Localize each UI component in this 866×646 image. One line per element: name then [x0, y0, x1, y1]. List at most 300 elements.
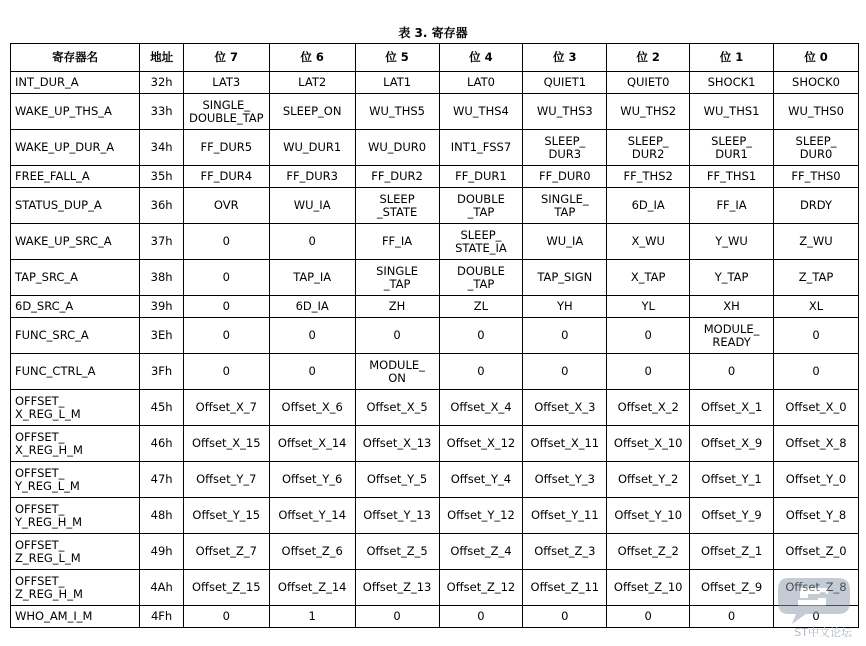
bit-5-cell — [355, 354, 439, 390]
bit-2-cell — [607, 354, 690, 390]
table-row — [11, 94, 859, 130]
register-address: 48h — [140, 498, 183, 534]
bit-7-value: 0 — [222, 364, 230, 378]
bit-1-value: Offset_Y_1 — [701, 472, 762, 486]
bit-7-cell — [183, 426, 269, 462]
bit-1-cell — [690, 390, 774, 426]
header-register-name: 寄存器名 — [11, 44, 140, 72]
bit-6-value: Offset_X_14 — [277, 436, 347, 450]
register-address: 39h — [140, 296, 183, 318]
bit-5-cell — [355, 94, 439, 130]
register-name: OFFSET_ Y_REG_H_M — [15, 501, 83, 529]
bit-6-cell — [269, 318, 355, 354]
table-row — [11, 296, 859, 318]
bit-0-cell — [774, 498, 859, 534]
register-name: FUNC_CTRL_A — [15, 364, 96, 378]
bit-4-cell — [439, 354, 523, 390]
bit-3-value: SINGLE_ TAP — [540, 191, 589, 219]
bit-0-cell — [774, 296, 859, 318]
table-row — [11, 390, 859, 426]
bit-4-value: Offset_Y_4 — [450, 472, 512, 486]
bit-7-cell — [183, 606, 269, 628]
bit-1-value: MODULE_ READY — [703, 321, 760, 349]
bit-4-cell — [439, 72, 523, 94]
register-name-cell — [11, 296, 140, 318]
register-name: FREE_FALL_A — [15, 169, 90, 183]
bit-6-cell — [269, 606, 355, 628]
bit-1-cell — [690, 354, 774, 390]
bit-4-value: INT1_FSS7 — [450, 140, 512, 154]
register-name: OFFSET_ X_REG_L_M — [15, 393, 81, 421]
bit-6-value: 0 — [308, 364, 316, 378]
bit-1-value: Y_TAP — [714, 270, 749, 284]
bit-4-cell — [439, 534, 523, 570]
register-name-cell — [11, 390, 140, 426]
bit-0-cell — [774, 390, 859, 426]
bit-3-value: 0 — [561, 364, 569, 378]
header-row — [11, 44, 859, 72]
bit-1-cell — [690, 570, 774, 606]
bit-2-cell — [607, 318, 690, 354]
register-name-cell — [11, 498, 140, 534]
bit-4-value: Offset_Z_4 — [450, 544, 512, 558]
bit-0-value: Offset_Z_0 — [785, 544, 847, 558]
bit-4-cell — [439, 188, 523, 224]
bit-3-value: Offset_X_11 — [530, 436, 600, 450]
bit-1-value: Offset_X_9 — [700, 436, 763, 450]
bit-1-value: XH — [723, 299, 740, 313]
bit-0-cell — [774, 94, 859, 130]
bit-5-cell — [355, 462, 439, 498]
bit-5-value: Offset_Z_5 — [366, 544, 428, 558]
register-name-cell — [11, 72, 140, 94]
register-name: WAKE_UP_DUR_A — [15, 140, 115, 154]
st-forum-logo-icon — [778, 568, 858, 628]
bit-7-value: FF_DUR5 — [200, 140, 253, 154]
bit-3-cell — [523, 390, 607, 426]
register-address: 4Fh — [140, 606, 183, 628]
bit-5-value: ZH — [388, 299, 406, 313]
register-name: TAP_SRC_A — [15, 270, 79, 284]
bit-6-cell — [269, 570, 355, 606]
bit-1-cell — [690, 130, 774, 166]
bit-6-cell — [269, 130, 355, 166]
bit-6-cell — [269, 462, 355, 498]
register-name-cell — [11, 606, 140, 628]
bit-2-value: SLEEP_ DUR2 — [627, 133, 669, 161]
bit-3-value: 0 — [561, 328, 569, 342]
bit-6-value: 1 — [308, 609, 316, 623]
header-bit-6: 位 6 — [269, 44, 355, 72]
bit-6-value: WU_IA — [293, 198, 331, 212]
bit-4-value: LAT0 — [466, 75, 495, 89]
register-address: 35h — [140, 166, 183, 188]
bit-2-value: Offset_Y_10 — [614, 508, 683, 522]
bit-4-cell — [439, 296, 523, 318]
bit-2-cell — [607, 390, 690, 426]
bit-3-cell — [523, 426, 607, 462]
bit-3-value: 0 — [561, 609, 569, 623]
bit-5-cell — [355, 224, 439, 260]
bit-3-cell — [523, 260, 607, 296]
bit-3-cell — [523, 534, 607, 570]
bit-0-value: 0 — [812, 609, 820, 623]
bit-7-value: Offset_Y_7 — [196, 472, 257, 486]
header-bit-7: 位 7 — [183, 44, 269, 72]
bit-6-cell — [269, 534, 355, 570]
bit-3-cell — [523, 462, 607, 498]
bit-7-cell — [183, 166, 269, 188]
register-name-cell — [11, 426, 140, 462]
bit-4-cell — [439, 224, 523, 260]
bit-4-value: DOUBLE _TAP — [456, 191, 505, 219]
bit-5-value: Offset_Y_13 — [363, 508, 431, 522]
bit-2-value: 0 — [644, 364, 652, 378]
bit-6-cell — [269, 426, 355, 462]
bit-5-value: 0 — [393, 609, 401, 623]
bit-4-cell — [439, 462, 523, 498]
bit-5-value: WU_THS5 — [369, 104, 425, 118]
bit-3-cell — [523, 224, 607, 260]
bit-2-cell — [607, 534, 690, 570]
bit-2-cell — [607, 570, 690, 606]
bit-4-value: Offset_Y_12 — [447, 508, 515, 522]
register-address: 33h — [140, 94, 183, 130]
bit-7-cell — [183, 94, 269, 130]
bit-0-value: SHOCK0 — [792, 75, 840, 89]
bit-5-cell — [355, 606, 439, 628]
bit-7-cell — [183, 188, 269, 224]
bit-5-value: FF_DUR2 — [371, 169, 423, 183]
register-address: 3Fh — [140, 354, 183, 390]
bit-7-cell — [183, 260, 269, 296]
table-row — [11, 130, 859, 166]
bit-1-value: Offset_Y_9 — [701, 508, 762, 522]
bit-1-value: WU_THS1 — [703, 104, 760, 118]
table-row — [11, 188, 859, 224]
bit-3-value: Offset_Y_11 — [530, 508, 599, 522]
bit-7-value: Offset_Z_7 — [195, 544, 257, 558]
bit-7-cell — [183, 390, 269, 426]
bit-0-cell — [774, 224, 859, 260]
bit-6-value: TAP_IA — [293, 270, 332, 284]
bit-5-value: Offset_X_5 — [366, 400, 428, 414]
header-bit-0: 位 0 — [774, 44, 859, 72]
bit-2-cell — [607, 72, 690, 94]
bit-5-value: FF_IA — [381, 234, 413, 248]
bit-6-value: Offset_X_6 — [281, 400, 343, 414]
bit-5-cell — [355, 570, 439, 606]
bit-2-cell — [607, 296, 690, 318]
bit-1-value: FF_THS1 — [706, 169, 757, 183]
bit-5-value: SINGLE _TAP — [376, 263, 418, 291]
bit-6-cell — [269, 260, 355, 296]
register-table-body — [11, 72, 859, 628]
bit-3-cell — [523, 296, 607, 318]
bit-0-cell — [774, 260, 859, 296]
bit-4-cell — [439, 130, 523, 166]
bit-2-cell — [607, 462, 690, 498]
bit-6-cell — [269, 188, 355, 224]
bit-6-cell — [269, 390, 355, 426]
register-address: 38h — [140, 260, 183, 296]
bit-5-cell — [355, 72, 439, 94]
table-caption: 表 3. 寄存器 — [398, 26, 468, 40]
bit-3-cell — [523, 188, 607, 224]
bit-2-cell — [607, 130, 690, 166]
register-name-cell — [11, 166, 140, 188]
bit-4-value: 0 — [477, 609, 485, 623]
bit-2-cell — [607, 426, 690, 462]
bit-3-value: FF_DUR0 — [539, 169, 591, 183]
bit-4-value: 0 — [477, 328, 485, 342]
bit-0-value: Z_WU — [799, 234, 833, 248]
bit-3-cell — [523, 354, 607, 390]
bit-1-value: SHOCK1 — [707, 75, 756, 89]
register-name-cell — [11, 224, 140, 260]
bit-5-cell — [355, 390, 439, 426]
bit-6-value: 0 — [308, 328, 316, 342]
bit-4-cell — [439, 318, 523, 354]
bit-4-value: ZL — [473, 299, 489, 313]
table-row — [11, 498, 859, 534]
register-address: 46h — [140, 426, 183, 462]
bit-6-value: WU_DUR1 — [283, 140, 342, 154]
bit-3-cell — [523, 606, 607, 628]
bit-0-cell — [774, 188, 859, 224]
bit-3-value: Offset_Z_3 — [534, 544, 596, 558]
bit-7-cell — [183, 130, 269, 166]
bit-6-cell — [269, 72, 355, 94]
bit-1-value: Offset_X_1 — [700, 400, 763, 414]
register-name-cell — [11, 318, 140, 354]
bit-4-cell — [439, 166, 523, 188]
table-row — [11, 462, 859, 498]
bit-4-cell — [439, 498, 523, 534]
bit-4-cell — [439, 606, 523, 628]
bit-0-value: Offset_X_8 — [785, 436, 847, 450]
register-address: 32h — [140, 72, 183, 94]
bit-5-value: 0 — [393, 328, 401, 342]
register-name: WHO_AM_I_M — [15, 609, 93, 623]
bit-4-cell — [439, 94, 523, 130]
bit-0-value: 0 — [812, 364, 820, 378]
header-bit-3: 位 3 — [523, 44, 607, 72]
bit-3-value: Offset_Y_3 — [534, 472, 596, 486]
bit-7-cell — [183, 570, 269, 606]
table-row — [11, 606, 859, 628]
bit-0-cell — [774, 318, 859, 354]
bit-5-cell — [355, 296, 439, 318]
bit-7-cell — [183, 354, 269, 390]
register-name: FUNC_SRC_A — [15, 328, 89, 342]
bit-5-cell — [355, 188, 439, 224]
bit-0-cell — [774, 426, 859, 462]
bit-2-value: Offset_X_2 — [617, 400, 679, 414]
bit-1-cell — [690, 224, 774, 260]
register-address: 45h — [140, 390, 183, 426]
bit-5-cell — [355, 166, 439, 188]
bit-2-value: QUIET0 — [626, 75, 670, 89]
bit-4-cell — [439, 426, 523, 462]
register-address: 36h — [140, 188, 183, 224]
bit-6-cell — [269, 498, 355, 534]
table-row — [11, 318, 859, 354]
bit-7-value: SINGLE_ DOUBLE_TAP — [188, 97, 264, 125]
bit-2-value: Offset_Z_2 — [617, 544, 679, 558]
bit-7-value: 0 — [222, 328, 230, 342]
bit-4-cell — [439, 260, 523, 296]
bit-3-cell — [523, 570, 607, 606]
table-row — [11, 166, 859, 188]
bit-4-value: 0 — [477, 364, 485, 378]
bit-7-cell — [183, 534, 269, 570]
bit-6-cell — [269, 354, 355, 390]
bit-1-value: Offset_Z_1 — [700, 544, 763, 558]
bit-7-value: Offset_Y_15 — [192, 508, 261, 522]
bit-0-value: Offset_X_0 — [785, 400, 847, 414]
bit-7-value: LAT3 — [212, 75, 241, 89]
header-address: 地址 — [140, 44, 183, 72]
bit-1-value: Offset_Z_9 — [700, 580, 763, 594]
bit-0-value: Offset_Y_8 — [785, 508, 847, 522]
bit-4-value: Offset_X_4 — [450, 400, 512, 414]
register-name: OFFSET_ Y_REG_L_M — [15, 465, 80, 493]
bit-5-value: Offset_X_13 — [362, 436, 432, 450]
bit-6-value: 0 — [308, 234, 316, 248]
header-bit-2: 位 2 — [607, 44, 690, 72]
bit-3-value: YH — [556, 299, 573, 313]
register-name-cell — [11, 130, 140, 166]
register-name-cell — [11, 354, 140, 390]
bit-1-cell — [690, 94, 774, 130]
register-name-cell — [11, 534, 140, 570]
register-address: 47h — [140, 462, 183, 498]
bit-7-value: 0 — [222, 299, 230, 313]
bit-2-value: YL — [641, 299, 655, 313]
bit-0-cell — [774, 354, 859, 390]
bit-1-value: SLEEP_ DUR1 — [711, 133, 753, 161]
bit-2-value: 6D_IA — [631, 198, 665, 212]
header-bit-4: 位 4 — [439, 44, 523, 72]
register-name: OFFSET_ X_REG_H_M — [15, 429, 83, 457]
bit-5-value: Offset_Z_13 — [362, 580, 432, 594]
bit-7-cell — [183, 72, 269, 94]
bit-5-cell — [355, 426, 439, 462]
bit-7-cell — [183, 224, 269, 260]
bit-1-cell — [690, 534, 774, 570]
bit-1-value: Y_WU — [715, 234, 748, 248]
bit-7-value: 0 — [222, 609, 230, 623]
bit-2-cell — [607, 166, 690, 188]
bit-1-cell — [690, 72, 774, 94]
bit-3-value: Offset_X_3 — [534, 400, 596, 414]
bit-4-cell — [439, 570, 523, 606]
bit-5-value: WU_DUR0 — [368, 140, 427, 154]
bit-2-cell — [607, 224, 690, 260]
register-name: INT_DUR_A — [15, 75, 79, 89]
bit-1-value: FF_IA — [716, 198, 747, 212]
bit-6-value: FF_DUR3 — [286, 169, 338, 183]
bit-3-value: WU_IA — [546, 234, 584, 248]
bit-2-value: WU_THS2 — [620, 104, 677, 118]
bit-3-value: Offset_Z_11 — [530, 580, 600, 594]
bit-5-cell — [355, 130, 439, 166]
bit-3-cell — [523, 94, 607, 130]
bit-1-cell — [690, 260, 774, 296]
bit-2-value: Offset_Y_2 — [617, 472, 679, 486]
bit-7-value: OVR — [213, 198, 239, 212]
bit-7-cell — [183, 498, 269, 534]
bit-6-value: 6D_IA — [295, 299, 329, 313]
bit-4-value: FF_DUR1 — [455, 169, 507, 183]
bit-3-value: TAP_SIGN — [537, 270, 593, 284]
bit-7-cell — [183, 318, 269, 354]
bit-2-value: 0 — [644, 328, 652, 342]
bit-2-cell — [607, 260, 690, 296]
header-bit-5: 位 5 — [355, 44, 439, 72]
bit-6-value: Offset_Y_6 — [281, 472, 343, 486]
bit-1-cell — [690, 462, 774, 498]
bit-0-value: SLEEP_ DUR0 — [795, 133, 837, 161]
bit-3-cell — [523, 72, 607, 94]
bit-0-cell — [774, 130, 859, 166]
bit-1-value: 0 — [727, 364, 736, 378]
register-name: WAKE_UP_THS_A — [15, 104, 112, 118]
table-row — [11, 224, 859, 260]
register-name-cell — [11, 260, 140, 296]
bit-1-cell — [690, 318, 774, 354]
bit-5-value: SLEEP _STATE — [376, 191, 418, 219]
bit-4-value: Offset_Z_12 — [446, 580, 516, 594]
bit-7-cell — [183, 462, 269, 498]
bit-4-value: DOUBLE _TAP — [456, 263, 505, 291]
bit-0-cell — [774, 166, 859, 188]
table-row — [11, 534, 859, 570]
bit-2-value: Offset_Z_10 — [613, 580, 683, 594]
bit-3-cell — [523, 318, 607, 354]
register-name: OFFSET_ Z_REG_H_M — [15, 573, 83, 601]
bit-0-cell — [774, 72, 859, 94]
bit-4-value: WU_THS4 — [453, 104, 509, 118]
bit-7-value: FF_DUR4 — [200, 169, 253, 183]
bit-1-cell — [690, 606, 774, 628]
table-row — [11, 426, 859, 462]
bit-6-value: SLEEP_ON — [282, 104, 342, 118]
bit-5-cell — [355, 318, 439, 354]
bit-6-cell — [269, 94, 355, 130]
bit-0-value: DRDY — [799, 198, 833, 212]
register-address: 49h — [140, 534, 183, 570]
register-name-cell — [11, 570, 140, 606]
bit-4-cell — [439, 390, 523, 426]
bit-2-value: Offset_X_10 — [613, 436, 683, 450]
bit-7-cell — [183, 296, 269, 318]
bit-2-value: 0 — [644, 609, 652, 623]
bit-1-cell — [690, 188, 774, 224]
bit-6-value: Offset_Z_14 — [277, 580, 347, 594]
register-address: 4Ah — [140, 570, 183, 606]
bit-0-cell — [774, 534, 859, 570]
bit-1-cell — [690, 296, 774, 318]
bit-2-cell — [607, 94, 690, 130]
register-address: 3Eh — [140, 318, 183, 354]
bit-0-value: FF_THS0 — [791, 169, 841, 183]
watermark — [778, 568, 858, 640]
bit-6-cell — [269, 224, 355, 260]
register-name: 6D_SRC_A — [15, 299, 74, 313]
bit-6-value: Offset_Y_14 — [278, 508, 347, 522]
